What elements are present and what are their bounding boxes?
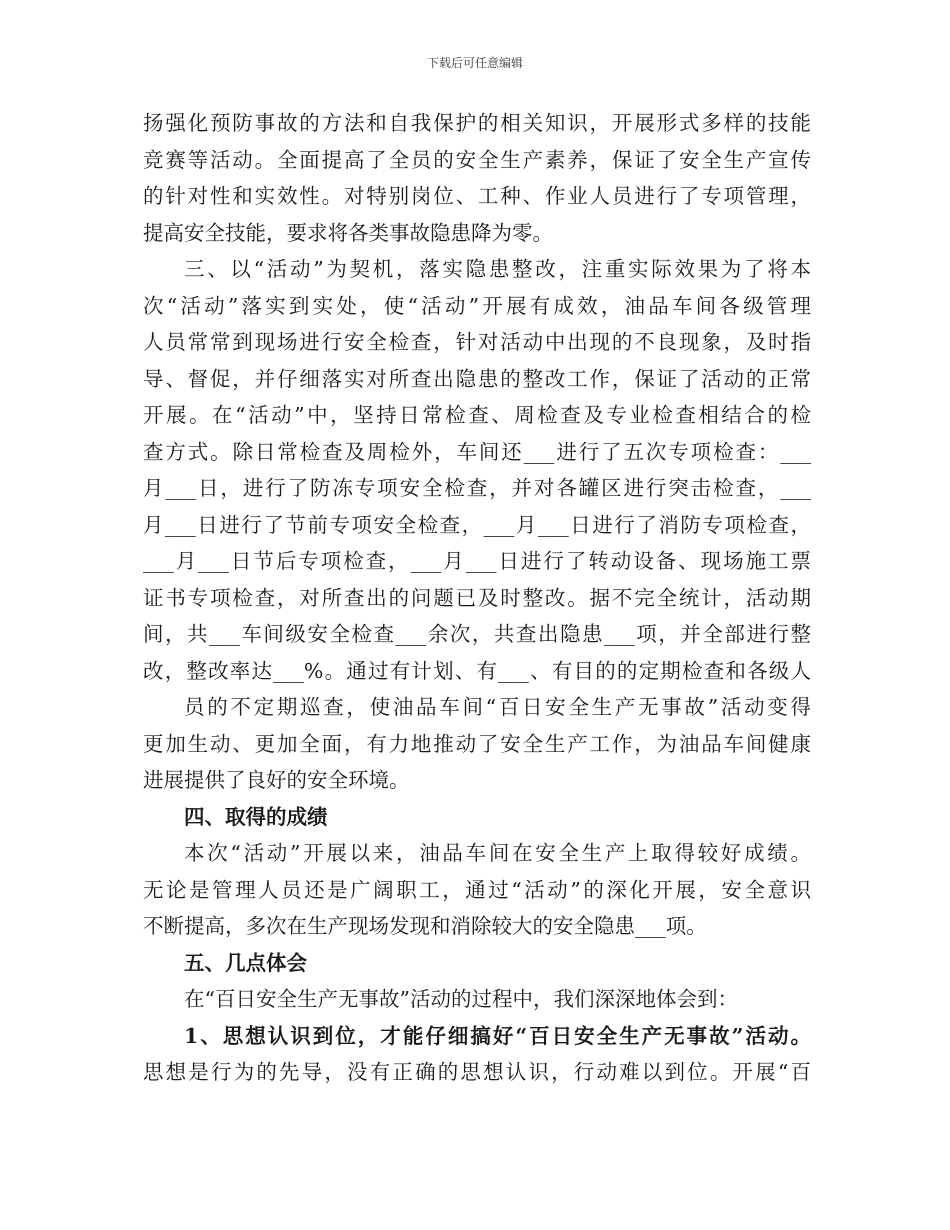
paragraph-line: 证书专项检查，对所查出的问题已及时整改。据不完全统计，活动期 — [143, 585, 811, 610]
paragraph-line: 查方式。除日常检查及周检外，车间还___进行了五次专项检查：___ — [143, 439, 811, 464]
page-header: 下载后可任意编辑 — [426, 56, 523, 70]
paragraph-line: 导、督促，并仔细落实对所查出隐患的整改工作，保证了活动的正常 — [143, 366, 811, 391]
paragraph-line: 在“百日安全生产无事故”活动的过程中，我们深深地体会到： — [184, 987, 738, 1011]
paragraph-line: 竞赛等活动。全面提高了全员的安全生产素养，保证了安全生产宣传 — [143, 147, 811, 172]
paragraph-line: 扬强化预防事故的方法和自我保护的相关知识，开展形式多样的技能 — [143, 111, 811, 135]
paragraph-line: 月___日进行了节前专项安全检查，___月___日进行了消防专项检查， — [143, 512, 811, 537]
section-heading-line: 四、取得的成绩 — [184, 804, 328, 829]
paragraph-line: ___月___日节后专项检查，___月___日进行了转动设备、现场施工票 — [143, 549, 811, 573]
paragraph-line: 开展。在“活动”中，坚持日常检查、周检查及专业检查相结合的检 — [143, 403, 811, 427]
paragraph-line: 提高安全技能，要求将各类事故隐患降为零。 — [143, 220, 553, 245]
paragraph-line: 无论是管理人员还是广阔职工，通过“活动”的深化开展，安全意识 — [143, 877, 811, 902]
paragraph-line: 不断提高，多次在生产现场发现和消除较大的安全隐患___项。 — [143, 914, 707, 938]
section-heading-line: 1、思想认识到位，才能仔细搞好“百日安全生产无事故”活动。 — [184, 1023, 811, 1048]
paragraph-line: 改，整改率达___%。通过有计划、有___、有目的的定期检查和各级人 — [143, 658, 811, 683]
paragraph-line: 的针对性和实效性。对特别岗位、工种、作业人员进行了专项管理， — [143, 184, 811, 208]
paragraph-line: 思想是行为的先导，没有正确的思想认识，行动难以到位。开展“百 — [143, 1060, 811, 1084]
paragraph-line: 人员常常到现场进行安全检查，针对活动中出现的不良现象，及时指 — [143, 330, 811, 354]
paragraph-line: 月___日，进行了防冻专项安全检查，并对各罐区进行突击检查，___ — [143, 476, 811, 500]
paragraph-line: 员的不定期巡查，使油品车间“百日安全生产无事故”活动变得 — [184, 695, 811, 719]
paragraph-line: 进展提供了良好的安全环境。 — [143, 768, 410, 792]
paragraph-line: 三、以“活动”为契机，落实隐患整改，注重实际效果为了将本 — [184, 257, 811, 281]
document-body — [143, 105, 811, 1091]
section-heading-line: 五、几点体会 — [184, 950, 307, 975]
paragraph-line: 本次“活动”开展以来，油品车间在安全生产上取得较好成绩。 — [184, 841, 811, 865]
paragraph-line: 更加生动、更加全面，有力地推动了安全生产工作，为油品车间健康 — [143, 731, 811, 756]
paragraph-line: 次“活动”落实到实处，使“活动”开展有成效，油品车间各级管理 — [143, 293, 811, 318]
paragraph-line: 间，共___车间级安全检查___余次，共查出隐患___项，并全部进行整 — [143, 622, 811, 646]
